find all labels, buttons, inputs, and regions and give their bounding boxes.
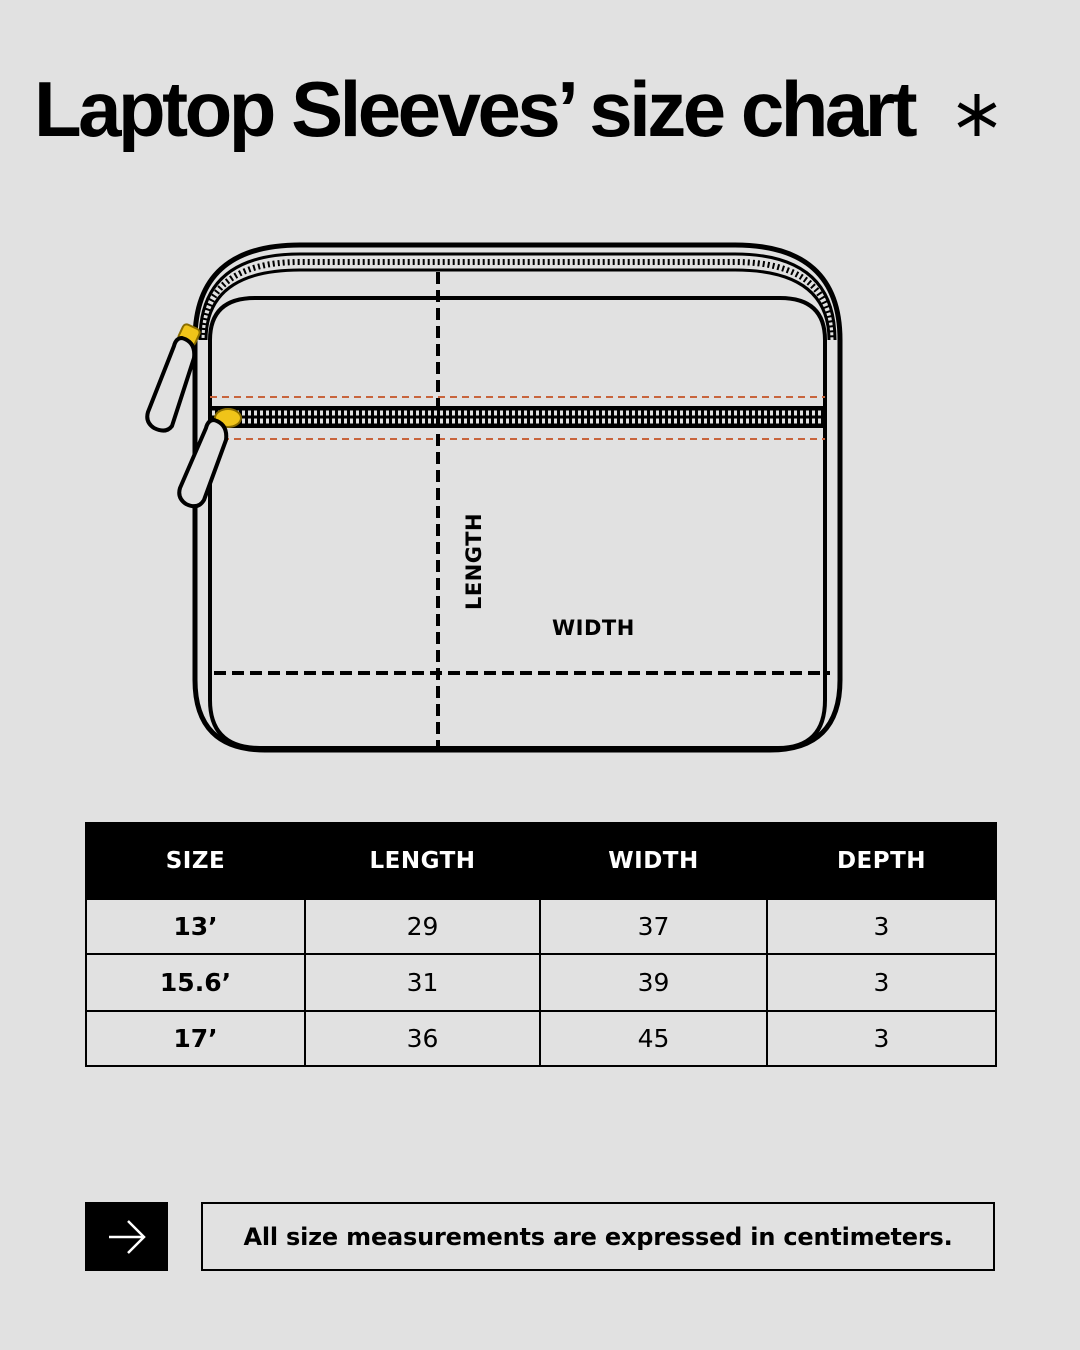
- width-cell: 37: [540, 899, 767, 954]
- header-width: WIDTH: [540, 823, 767, 899]
- length-cell: 31: [305, 954, 540, 1011]
- size-cell: 13’: [86, 899, 305, 954]
- header-length: LENGTH: [305, 823, 540, 899]
- length-cell: 36: [305, 1011, 540, 1066]
- header-size: SIZE: [86, 823, 305, 899]
- measurement-note: [201, 1202, 995, 1271]
- width-cell: 45: [540, 1011, 767, 1066]
- length-label: LENGTH: [462, 512, 486, 610]
- size-table: [85, 822, 997, 1067]
- depth-cell: 3: [767, 954, 996, 1011]
- header-depth: DEPTH: [767, 823, 996, 899]
- table-row: [86, 1011, 996, 1066]
- laptop-sleeve-diagram: [130, 230, 860, 770]
- size-cell: 15.6’: [86, 954, 305, 1011]
- table-row: [86, 954, 996, 1011]
- width-label: WIDTH: [552, 616, 635, 640]
- length-cell: 29: [305, 899, 540, 954]
- depth-cell: 3: [767, 1011, 996, 1066]
- size-cell: 17’: [86, 1011, 305, 1066]
- asterisk-icon: [948, 86, 1006, 144]
- measurement-note-text: All size measurements are expressed in centimeters.: [243, 1222, 953, 1251]
- width-cell: 39: [540, 954, 767, 1011]
- inner-panel: [210, 298, 825, 748]
- pocket-zipper: [210, 406, 825, 428]
- page-title: Laptop Sleeves’ size chart: [34, 65, 915, 153]
- next-button[interactable]: [85, 1202, 168, 1271]
- depth-cell: 3: [767, 899, 996, 954]
- table-row: [86, 899, 996, 954]
- table-header-row: [86, 823, 996, 899]
- arrow-right-icon: [106, 1216, 148, 1258]
